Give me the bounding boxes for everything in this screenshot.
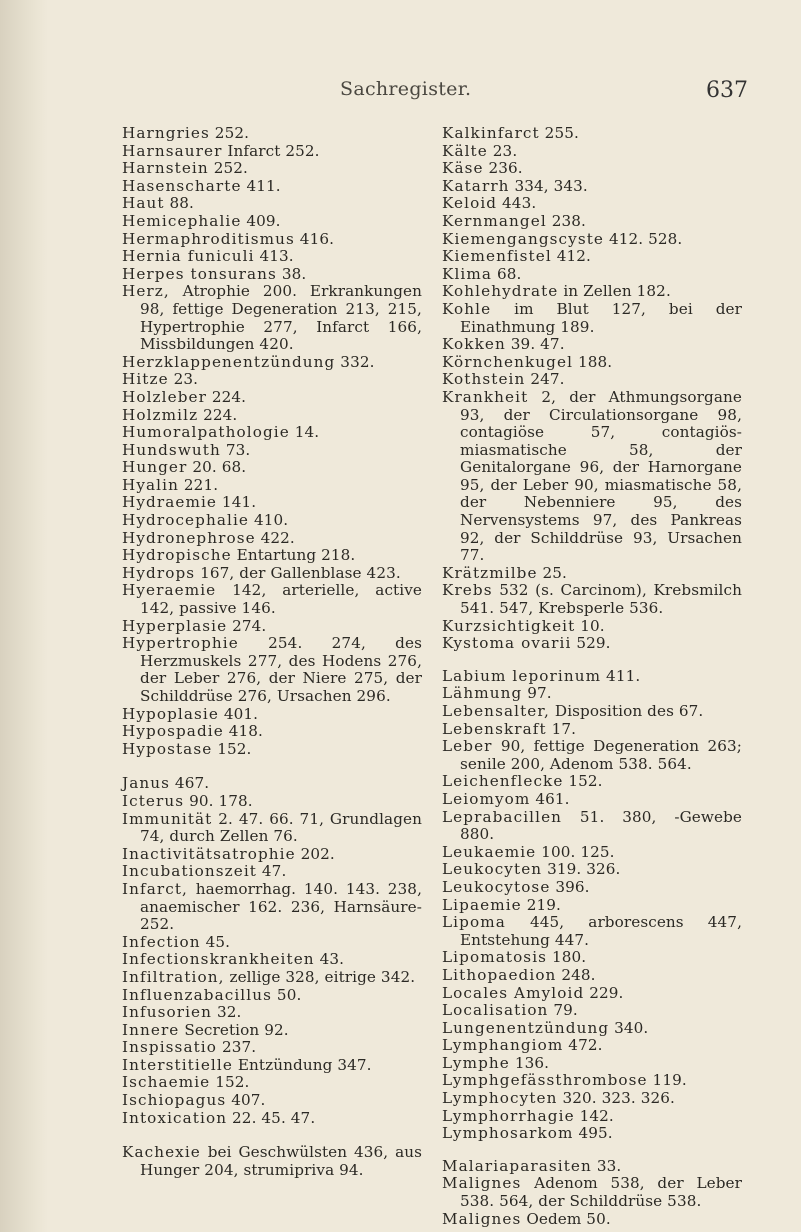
index-entry-references: 50. (272, 985, 302, 1004)
index-entry-term: Herpes tonsurans (122, 264, 277, 283)
index-entry-references: in Zellen 182. (558, 282, 671, 301)
index-entry (442, 266, 742, 284)
index-entry (122, 881, 422, 934)
index-entry-references: 202. (295, 844, 335, 863)
index-entry-references: 100. 125. (536, 842, 615, 861)
index-entry-references: 334, 343. (509, 176, 588, 195)
index-entry-references: 472. (563, 1036, 603, 1055)
index-entry (122, 618, 422, 636)
index-entry-references: 495. (573, 1124, 613, 1143)
index-entry-term: Hydropische (122, 546, 232, 565)
index-entry-term: Locales Amyloid (442, 983, 585, 1002)
group-gap (442, 653, 742, 668)
index-entry-term: Holzmilz (122, 405, 199, 424)
index-entry-term: Incubationszeit (122, 862, 257, 881)
index-entry-term: Krebs (442, 581, 493, 600)
index-entry (122, 283, 422, 353)
index-entry-references: 411. (601, 666, 641, 685)
index-entry-term: Lebensalter, (442, 702, 550, 720)
index-entry (442, 213, 742, 231)
index-entry (122, 846, 422, 864)
index-entry (122, 424, 422, 442)
index-entry (122, 1022, 422, 1040)
index-entry-term: Herzklappenentzündung (122, 352, 336, 371)
index-entry-term: Malignes (442, 1209, 522, 1228)
index-entry-term: Krankheit (442, 387, 529, 406)
index-entry-references: 237. (217, 1038, 257, 1057)
index-entry-references: 407. (226, 1091, 266, 1110)
index-entry-references: 45. (200, 932, 231, 951)
index-entry (442, 1175, 742, 1210)
index-entry (442, 389, 742, 565)
index-entry-references: Atrophie 200. Erkrankungen 98, fettige Degeneration 213, 215, Hypertrophie 277, Infarct 166, Missbildungen 420. (140, 282, 422, 354)
index-entry-references: 445, arborescens 447, Entstehung 447. (460, 913, 742, 949)
index-entry-references: 247. (525, 370, 565, 389)
index-entry (442, 668, 742, 686)
index-entry-term: Leukaemie (442, 842, 537, 861)
index-entry (122, 195, 422, 213)
index-entry-term: Innere (122, 1020, 180, 1039)
index-entry (122, 494, 422, 512)
index-entry-references: 396. (550, 877, 590, 896)
index-entry (442, 231, 742, 249)
index-entry-references: im Blut 127, bei der Einathmung 189. (460, 299, 742, 336)
index-entry-references: 412. (551, 247, 591, 266)
index-entry-term: Leichenflecke (442, 772, 564, 791)
index-entry-term: Kiemenfistel (442, 247, 552, 266)
index-entry-references: 33. (591, 1156, 622, 1175)
index-entry-term: Katarrh (442, 176, 510, 195)
index-entry-term: Leber (442, 737, 493, 756)
group-gap (122, 758, 422, 775)
index-entry (442, 791, 742, 809)
index-entry (122, 1039, 422, 1057)
index-entry-term: Infusorien (122, 1003, 213, 1022)
index-entry (122, 723, 422, 741)
index-entry-references: Entzündung 347. (232, 1055, 372, 1074)
index-group-k (122, 1144, 422, 1179)
index-entry-references: 252. (209, 124, 250, 142)
index-entry (442, 1055, 742, 1073)
index-entry-term: Kalkinfarct (442, 124, 540, 142)
index-entry-references: 10. (575, 616, 605, 635)
index-entry-references: 224. (198, 405, 238, 424)
index-entry-term: Hemicephalie (122, 211, 242, 230)
index-entry (122, 582, 422, 617)
index-entry-term: Intoxication (122, 1108, 228, 1127)
index-entry (122, 775, 422, 793)
index-entry-references: 90, fettige Degeneration 263; senile 200, Adenom 538. 564. (460, 737, 742, 773)
index-entry-term: Lymphe (442, 1053, 510, 1072)
index-entry (442, 773, 742, 791)
index-entry (442, 1108, 742, 1126)
index-entry-references: 14. (289, 423, 320, 442)
index-entry (122, 160, 422, 178)
index-entry (122, 512, 422, 530)
index-entry-term: Leprabacillen (442, 807, 563, 826)
index-entry-references: 467. (170, 774, 210, 793)
index-entry (122, 477, 422, 495)
index-entry-references: 73. (220, 440, 251, 459)
index-entry-references: 188. (573, 352, 613, 371)
index-entry-term: Lymphocyten (442, 1089, 558, 1108)
running-title: Sachregister. (340, 78, 472, 100)
index-entry (442, 195, 742, 213)
index-entry-references: Adenom 538, der Leber 538. 564, der Schilddrüse 538. (460, 1174, 742, 1211)
index-entry (442, 582, 742, 617)
index-entry-references: haemorrhag. 140. 143. 238, anaemischer 162. 236, Harnsäure- 252. (140, 879, 422, 934)
index-entry-term: Lymphosarkom (442, 1124, 574, 1143)
index-entry (122, 213, 422, 231)
index-entry-term: Hypoplasie (122, 704, 219, 723)
index-entry (442, 1158, 742, 1176)
index-entry-term: Influenzabacillus (122, 985, 272, 1004)
index-entry (442, 985, 742, 1003)
index-entry-references: 274. (227, 616, 267, 635)
index-entry-references: 152. (563, 772, 603, 791)
index-entry-term: Lymphorrhagie (442, 1106, 575, 1125)
index-entry-term: Hydrocephalie (122, 511, 250, 530)
index-column-left (122, 125, 422, 1179)
index-entry-references: 88. (164, 194, 194, 213)
index-entry-term: Kurzsichtigkeit (442, 616, 576, 635)
index-entry (442, 301, 742, 336)
index-entry-term: Hunger (122, 458, 188, 477)
index-entry-references: 39. 47. (505, 335, 565, 354)
index-entry (442, 283, 742, 301)
index-entry-references: 152. (212, 739, 252, 758)
index-entry-references: 319. 326. (542, 860, 621, 879)
index-entry (122, 266, 422, 284)
index-entry (442, 1090, 742, 1108)
index-entry-references: 413. (254, 247, 294, 266)
index-entry-term: Lymphangiom (442, 1036, 564, 1055)
index-entry (122, 143, 422, 161)
index-entry-term: Infection (122, 932, 201, 951)
index-entry-references: 461. (530, 789, 570, 808)
index-entry-term: Kachexie (122, 1143, 201, 1162)
index-entry (442, 703, 742, 721)
index-entry-references: Infarct 252. (222, 141, 320, 160)
index-entry-term: Körnchenkugel (442, 352, 574, 371)
index-entry-references: 443. (497, 194, 537, 213)
index-entry-references: zellige 328, eitrige 342. (224, 967, 416, 986)
index-entry-term: Hydronephrose (122, 528, 256, 547)
index-entry (122, 547, 422, 565)
index-entry (122, 1004, 422, 1022)
index-entry (442, 685, 742, 703)
index-entry (122, 793, 422, 811)
index-entry-references: 411. (241, 176, 281, 195)
index-entry (122, 459, 422, 477)
index-entry (122, 1144, 422, 1179)
index-entry (122, 1074, 422, 1092)
index-entry-references: 180. (547, 948, 587, 967)
index-entry-term: Lungenentzündung (442, 1018, 610, 1037)
index-entry (442, 1211, 742, 1229)
index-entry-term: Harnsaurer (122, 141, 223, 160)
index-entry (442, 635, 742, 653)
index-entry-term: Kystoma ovarii (442, 634, 572, 653)
index-group-m (442, 1158, 742, 1228)
index-entry-term: Lipaemie (442, 895, 522, 914)
index-entry (122, 371, 422, 389)
index-entry (122, 1110, 422, 1128)
index-entry-term: Localisation (442, 1001, 549, 1020)
index-entry-references: 51. 380, -Gewebe 880. (460, 807, 742, 844)
index-entry-references: 412. 528. (604, 229, 683, 248)
index-entry-term: Kernmangel (442, 211, 547, 230)
index-entry-term: Harnstein (122, 159, 209, 178)
index-entry (442, 178, 742, 196)
index-entry-term: Lipoma (442, 913, 506, 932)
index-entry (442, 897, 742, 915)
index-entry-term: Lithopaedion (442, 965, 557, 984)
index-entry-references: 410. (249, 511, 289, 530)
index-entry-term: Herz, (122, 282, 170, 301)
index-entry (122, 811, 422, 846)
index-entry (442, 248, 742, 266)
index-entry (442, 914, 742, 949)
index-entry-references: Entartung 218. (231, 546, 356, 565)
index-entry (442, 721, 742, 739)
index-entry-term: Lipomatosis (442, 948, 548, 967)
index-entry (122, 565, 422, 583)
index-entry-references: 152. (210, 1073, 250, 1092)
index-entry (122, 125, 422, 143)
index-entry-references: 38. (276, 264, 307, 283)
index-entry-term: Hypostase (122, 739, 213, 758)
index-entry-term: Kiemengangscyste (442, 229, 605, 248)
index-entry (442, 1020, 742, 1038)
index-entry-term: Leiomyom (442, 789, 531, 808)
index-entry (122, 1092, 422, 1110)
index-entry-term: Hydrops (122, 563, 196, 582)
index-entry-term: Interstitielle (122, 1055, 233, 1074)
index-entry (122, 635, 422, 705)
index-entry (122, 407, 422, 425)
index-entry-term: Hernia funiculi (122, 247, 255, 266)
index-entry (442, 967, 742, 985)
index-entry (442, 809, 742, 844)
index-entry (442, 844, 742, 862)
index-entry-term: Immunität (122, 809, 213, 828)
index-entry (122, 231, 422, 249)
index-entry-references: 25. (537, 563, 567, 582)
index-entry (122, 987, 422, 1005)
index-entry-term: Kothstein (442, 370, 526, 389)
index-group-l (442, 668, 742, 1143)
index-entry-term: Janus (122, 774, 170, 793)
index-entry-references: 221. (178, 475, 219, 494)
index-entry-references: Oedem 50. (521, 1209, 611, 1228)
index-entry-term: Hypospadie (122, 722, 224, 741)
index-entry (122, 248, 422, 266)
index-entry-term: Humoralpathologie (122, 423, 290, 442)
index-entry-references: 142. (574, 1106, 614, 1125)
index-entry (442, 1125, 742, 1143)
index-column-right (442, 125, 742, 1228)
index-entry-references: 2, der Athmungsorgane 93, der Circulationsorgane 98, contagiöse 57, contagiös-miasmatische 58, der Genitalorgane 96, der Harnorgane 95, der Leber 90, miasmatische 58, der Nebenniere 95, des Nervensystems 97, des Pankreas 92, der Schilddrüse 93, Ursachen 77. (460, 387, 742, 565)
index-entry-term: Holzleber (122, 387, 207, 406)
index-entry-references: 532 (s. Carcinom), Krebsmilch 541. 547, Krebsperle 536. (460, 581, 742, 618)
index-entry-term: Hydraemie (122, 493, 217, 512)
index-entry-references: 167, der Gallenblase 423. (195, 563, 401, 582)
index-entry-references: 229. (584, 983, 624, 1002)
index-entry-references: 401. (218, 704, 259, 723)
index-entry-references: 529. (571, 634, 611, 653)
index-entry-references: Disposition des 67. (549, 702, 704, 720)
index-entry-term: Malignes (442, 1174, 522, 1193)
index-entry-term: Kohle (442, 299, 492, 318)
index-entry (442, 565, 742, 583)
index-entry-references: 97. (522, 684, 552, 703)
index-entry-term: Hyeraemie (122, 581, 217, 600)
index-entry-references: 219. (521, 895, 561, 914)
index-entry-references: 136. (509, 1053, 550, 1072)
index-entry (442, 143, 742, 161)
index-entry (122, 969, 422, 987)
index-entry-references: 418. (223, 722, 263, 741)
index-entry-references: 409. (241, 211, 281, 230)
index-entry-references: 320. 323. 326. (557, 1089, 675, 1108)
index-group-h (122, 125, 422, 758)
index-entry-references: 142, arterielle, active 142, passive 146. (140, 581, 422, 618)
index-entry-term: Lähmung (442, 684, 523, 703)
group-gap (442, 1143, 742, 1158)
index-entry (442, 861, 742, 879)
index-entry-term: Harngries (122, 124, 210, 142)
index-entry-term: Kokken (442, 335, 506, 354)
index-entry-references: 23. (487, 141, 518, 160)
index-entry-term: Leukocyten (442, 860, 543, 879)
index-entry-references: 32. (212, 1003, 242, 1022)
index-entry-references: 23. (168, 370, 199, 389)
index-entry (442, 1072, 742, 1090)
index-entry (122, 706, 422, 724)
index-entry-term: Malariaparasiten (442, 1156, 592, 1175)
page-header (0, 78, 801, 108)
index-entry-references: 17. (546, 719, 577, 738)
index-entry (442, 879, 742, 897)
index-entry-term: Kälte (442, 141, 488, 160)
index-entry (442, 618, 742, 636)
index-entry-term: Käse (442, 159, 484, 178)
index-entry-references: Secretion 92. (179, 1020, 289, 1039)
index-entry-references: 248. (556, 965, 596, 984)
index-entry-term: Haut (122, 194, 165, 213)
index-entry-references: 47. (256, 862, 287, 881)
index-entry (122, 741, 422, 759)
group-gap (122, 1127, 422, 1144)
index-entry (442, 160, 742, 178)
page-gutter-shadow (0, 0, 48, 1232)
index-entry (442, 738, 742, 773)
index-entry-term: Inspissatio (122, 1038, 218, 1057)
index-entry-term: Keloid (442, 194, 498, 213)
index-entry-references: 422. (255, 528, 295, 547)
index-entry-references: 340. (609, 1018, 649, 1037)
index-entry (442, 336, 742, 354)
index-entry (442, 949, 742, 967)
index-group-ij (122, 775, 422, 1127)
index-entry-term: Hyperplasie (122, 616, 228, 635)
index-entry (442, 1002, 742, 1020)
index-entry-references: 22. 45. 47. (227, 1108, 316, 1127)
index-entry-term: Klima (442, 264, 493, 283)
index-entry (442, 354, 742, 372)
index-entry-references: 416. (294, 229, 335, 248)
index-entry (122, 389, 422, 407)
index-entry-term: Icterus (122, 791, 185, 810)
index-entry-term: Hyalin (122, 475, 179, 494)
index-entry-term: Infectionskrankheiten (122, 950, 315, 969)
index-entry-term: Hitze (122, 370, 169, 389)
index-entry (122, 951, 422, 969)
index-entry-term: Ischiopagus (122, 1091, 227, 1110)
index-entry-references: 2. 47. 66. 71, Grundlagen 74, durch Zellen 76. (140, 809, 422, 846)
index-entry (122, 934, 422, 952)
index-entry-references: 254. 274, des Herzmuskels 277, des Hodens 276, der Leber 276, der Niere 275, der Schilddrüse 276, Ursachen 296. (140, 634, 422, 705)
index-entry-references: 119. (647, 1071, 687, 1090)
index-entry (122, 1057, 422, 1075)
index-entry-references: 20. 68. (187, 458, 247, 477)
index-entry-term: Kohlehydrate (442, 282, 559, 301)
index-entry-term: Ischaemie (122, 1073, 211, 1092)
index-entry-term: Lebenskraft (442, 719, 547, 738)
index-entry-term: Labium leporinum (442, 666, 602, 685)
index-entry-references: 224. (206, 387, 247, 406)
index-entry-references: 236. (483, 159, 523, 178)
index-entry (122, 863, 422, 881)
index-entry-term: Lymphgefässthrombose (442, 1071, 648, 1090)
index-entry-term: Infiltration, (122, 967, 225, 986)
index-entry (442, 371, 742, 389)
index-entry (122, 178, 422, 196)
index-entry-references: 141. (217, 493, 257, 512)
index-entry-term: Leukocytose (442, 877, 551, 896)
index-entry (442, 125, 742, 143)
index-entry-references: 255. (539, 124, 579, 142)
index-entry-term: Hasenscharte (122, 176, 242, 195)
index-entry-references: 332. (335, 352, 375, 371)
index-entry-references: bei Geschwülsten 436, aus Hunger 204, strumipriva 94. (140, 1143, 422, 1179)
index-entry-references: 79. (548, 1001, 578, 1020)
index-entry-references: 43. (314, 950, 345, 969)
index-entry-term: Infarct, (122, 879, 188, 898)
index-entry-term: Hermaphroditismus (122, 229, 295, 248)
index-entry-term: Hundswuth (122, 440, 221, 459)
index-entry-references: 90. 178. (184, 791, 253, 810)
index-entry-term: Hypertrophie (122, 634, 239, 653)
index-entry (122, 354, 422, 372)
index-entry-references: 68. (492, 264, 522, 283)
index-entry (122, 530, 422, 548)
index-entry-term: Inactivitätsatrophie (122, 844, 296, 863)
index-entry-references: 238. (546, 211, 586, 230)
index-entry (122, 442, 422, 460)
index-entry (442, 1037, 742, 1055)
index-entry-term: Krätzmilbe (442, 563, 538, 582)
page-number: 637 (706, 78, 748, 103)
index-entry-references: 252. (208, 159, 248, 178)
index-group-k (442, 125, 742, 653)
